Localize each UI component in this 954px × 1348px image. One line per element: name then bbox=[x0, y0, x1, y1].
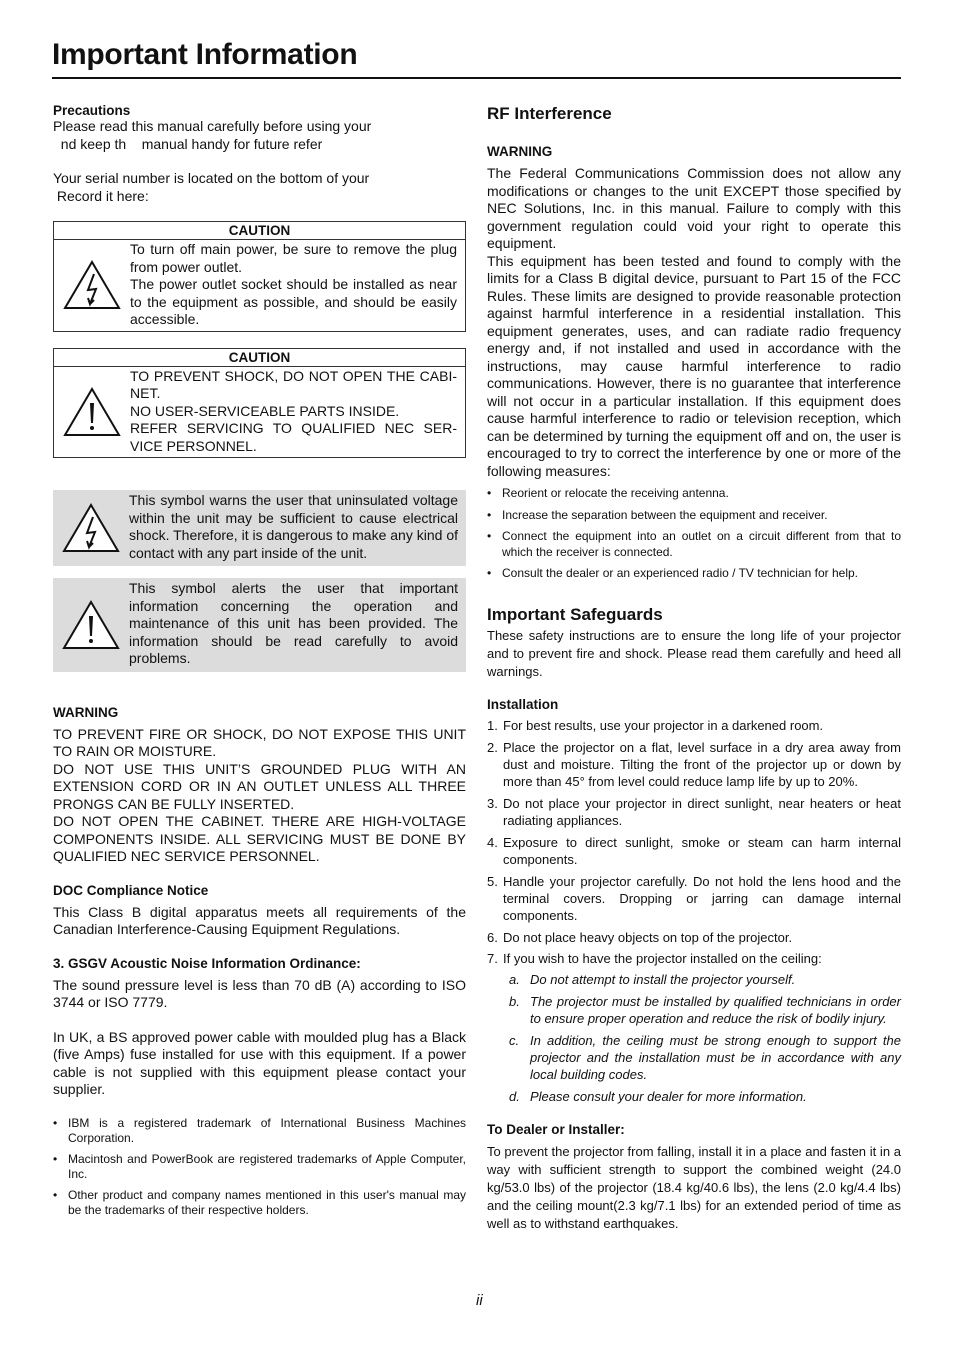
list-item: 4. Exposure to direct sunlight, smoke or steam can harm internal components. bbox=[487, 834, 901, 867]
page-number: ii bbox=[476, 1292, 483, 1309]
rf-warning-heading: WARNING bbox=[487, 144, 553, 159]
list-item: 6. Do not place heavy objects on top of the projector. bbox=[487, 929, 793, 945]
rf-heading: RF Interference bbox=[487, 104, 612, 123]
doc-heading: DOC Compliance Notice bbox=[53, 882, 209, 898]
caution-text: REFER SERVICING TO QUALIFIED NEC SER-VICE PERSONNEL. bbox=[130, 420, 457, 454]
installation-heading: Installation bbox=[487, 696, 559, 712]
list-item: • Consult the dealer or an experienced radio / TV technician for help. bbox=[487, 566, 858, 580]
symbol-text: This symbol warns the user that uninsulated voltage within the unit may be sufficient to cause electrical shock. Therefore, it is dangerous to make any kind of contact with any part inside of the unit. bbox=[129, 492, 458, 561]
list-item: • Connect the equipment into an outlet on a circuit different from that to which the receiver is connected. bbox=[487, 529, 901, 559]
caution-box-heading: CAUTION bbox=[54, 222, 465, 240]
symbol-panel-voltage bbox=[53, 490, 466, 566]
sub-list-item: a. Do not attempt to install the projector yourself. bbox=[509, 971, 796, 987]
list-item: 3. Do not place your projector in direct sunlight, near heaters or heat radiating appliances. bbox=[487, 795, 901, 828]
list-item: • Increase the separation between the equipment and receiver. bbox=[487, 507, 828, 522]
symbol-panel-information bbox=[53, 578, 466, 672]
caution-text: NO USER-SERVICEABLE PARTS INSIDE. bbox=[130, 402, 400, 419]
precautions-line-2: nd keep th manual handy for future refer bbox=[53, 135, 323, 152]
gsgv-heading: 3. GSGV Acoustic Noise Information Ordinance: bbox=[53, 955, 361, 971]
safeguards-heading: Important Safeguards bbox=[487, 604, 663, 624]
exclamation-triangle-icon bbox=[53, 578, 129, 672]
sub-list-item: b. The projector must be installed by qualified technicians in order to ensure proper operation and reduce the risk of bodily injury. bbox=[509, 993, 901, 1026]
safeguards-intro: These safety instructions are to ensure the long life of your projector and to prevent fire and shock. Please read them carefully and heed all warnings. bbox=[487, 627, 901, 679]
dealer-text: To prevent the projector from falling, install it in a place and fasten it in a way with sufficient strength to support the combined weight (24.0 kg/53.0 lbs) of the projector (18.4 kg/40.6 lbs), the lens (2.0 kg/4.4 lbs) and the ceiling mount(2.3 kg/7.1 lbs) for an extended period of time as well as to withstand earthquakes. bbox=[487, 1143, 901, 1231]
sub-list-item: d. Please consult your dealer for more information. bbox=[509, 1088, 807, 1104]
list-item: 2. Place the projector on a flat, level surface in a dry area away from dust and moisture. Tilting the front of the projector up or down by more than 45° from level could reduce lamp life by up to 20%. bbox=[487, 739, 901, 789]
precautions-heading: Precautions bbox=[53, 103, 131, 118]
left-column bbox=[53, 100, 466, 1219]
caution-text: TO PREVENT SHOCK, DO NOT OPEN THE CABI-NET. bbox=[130, 367, 457, 401]
caution-text: The power outlet socket should be installed as near to the equipment as possible, and should be easily accessible. bbox=[130, 276, 457, 327]
list-item: • Macintosh and PowerBook are registered trademarks of Apple Computer, Inc. bbox=[53, 1151, 466, 1181]
installation-list bbox=[487, 717, 901, 1105]
list-item: • IBM is a registered trademark of International Business Machines Corporation. bbox=[53, 1115, 466, 1145]
list-item: • Reorient or relocate the receiving antenna. bbox=[487, 486, 729, 500]
caution-text: To turn off main power, be sure to remove the plug from power outlet. bbox=[130, 241, 457, 275]
precautions-line-1: Please read this manual carefully before using your bbox=[53, 118, 372, 134]
caution-box-shock bbox=[53, 348, 466, 459]
rf-measures-list bbox=[487, 486, 901, 582]
lightning-triangle-icon bbox=[54, 240, 130, 331]
serial-line-1: Your serial number is located on the bottom of your bbox=[53, 170, 370, 186]
rf-paragraph-1: The Federal Communications Commission does not allow any modifications or changes to the unit EXCEPT those specified by NEC Solutions, Inc. in this manual. Failure to comply with this government regulation could void your right to operate this equipment. bbox=[487, 165, 901, 251]
trademark-list bbox=[53, 1116, 466, 1219]
dealer-heading: To Dealer or Installer: bbox=[487, 1121, 625, 1137]
caution-box-power bbox=[53, 221, 466, 332]
warning-text: DO NOT USE THIS UNIT’S GROUNDED PLUG WITH AN EXTENSION CORD OR IN AN OUTLET UNLESS ALL THREE PRONGS CAN BE FULLY INSERTED. bbox=[53, 760, 466, 812]
gsgv-text: The sound pressure level is less than 70 dB (A) according to ISO 3744 or ISO 7779. bbox=[53, 976, 466, 1010]
sub-list-item: c. In addition, the ceiling must be strong enough to support the projector and the installation must be in accordance with any local building codes. bbox=[509, 1032, 901, 1082]
list-item: • Other product and company names mentioned in this user's manual may be the trademarks of their respective holders. bbox=[53, 1187, 466, 1217]
uk-fuse-text: In UK, a BS approved power cable with moulded plug has a Black (five Amps) fuse installed for use with this equipment. If a power cable is not supplied with this equipment please contact your supplier. bbox=[53, 1028, 466, 1097]
exclamation-triangle-icon bbox=[54, 367, 130, 458]
list-item: 5. Handle your projector carefully. Do not hold the lens hood and the terminal covers. Dropping or jarring can damage internal components. bbox=[487, 873, 901, 923]
warning-text: TO PREVENT FIRE OR SHOCK, DO NOT EXPOSE THIS UNIT TO RAIN OR MOISTURE. bbox=[53, 725, 466, 759]
right-column bbox=[487, 100, 901, 1233]
list-item: 1. For best results, use your projector in a darkened room. bbox=[487, 717, 824, 733]
lightning-triangle-icon bbox=[53, 490, 129, 566]
serial-line-2: Record it here: bbox=[53, 187, 149, 204]
list-item: 7. If you wish to have the projector installed on the ceiling: bbox=[487, 950, 822, 966]
warning-text: DO NOT OPEN THE CABINET. THERE ARE HIGH-VOLTAGE COMPONENTS INSIDE. ALL SERVICING MUST BE DONE BY QUALIFIED NEC SERVICE PERSONNEL. bbox=[53, 813, 466, 864]
warning-heading: WARNING bbox=[53, 704, 119, 720]
symbol-text: This symbol alerts the user that important information concerning the operation and maintenance of this unit has been provided. The information should be read carefully to avoid problems. bbox=[129, 580, 458, 666]
title-rule bbox=[52, 77, 901, 79]
rf-paragraph-2: This equipment has been tested and found to comply with the limits for a Class B digital device, pursuant to Part 15 of the FCC Rules. These limits are designed to provide reasonable protection against harmful interference in a residential installation. This equipment generates, uses, and can radiate radio frequency energy and, if not installed and used in accordance with the instructions, may cause harmful interference to radio communications. However, there is no guarantee that interference will not occur in a particular installation. If this equipment does cause harmful interference to radio or television reception, which can be determined by turning the equipment off and on, the user is encouraged to try to correct the interference by one or more of the following measures: bbox=[487, 252, 901, 479]
page-title: Important Information bbox=[52, 38, 358, 71]
doc-text: This Class B digital apparatus meets all requirements of the Canadian Interference-Causing Equipment Regulations. bbox=[53, 903, 466, 937]
caution-box-heading: CAUTION bbox=[54, 349, 465, 367]
